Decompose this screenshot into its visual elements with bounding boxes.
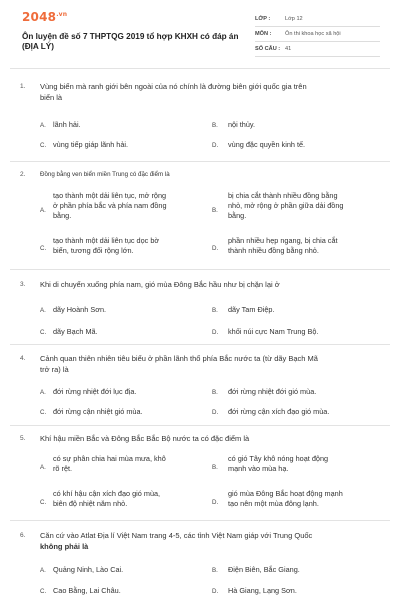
option-line: bằng. [53,211,72,220]
option-letter: D. [212,588,219,595]
question-number: 3. [20,281,26,288]
option-letter: C. [40,499,47,506]
meta-label: MÔN : [255,31,272,37]
question-text [40,353,370,375]
option-letter: A. [40,389,46,396]
divider [10,161,390,162]
option-text: Hà Giang, Lạng Sơn. [228,586,297,595]
option-line: tạo thành một dải liên tục dọc bờ [53,236,160,245]
option-text [53,236,208,256]
option-letter: B. [212,207,218,214]
question-text [40,433,370,444]
option-letter: C. [40,142,47,149]
divider [10,269,390,270]
question-line: Khí hậu miền Bắc và Đông Bắc Bắc Bộ nước ta có đặc điểm là [40,434,250,443]
option-letter: A. [40,122,46,129]
option-letter: A. [40,307,46,314]
question-emphasis: không phải là [40,542,89,551]
option-line: tạo nên một mùa đông lạnh. [228,499,319,508]
question-text [40,81,370,103]
option-text [228,454,383,474]
question-line: biển là [40,93,63,102]
site-logo[interactable] [22,10,67,24]
question-line: trở ra) là [40,365,69,374]
option-text: khối núi cực Nam Trung Bộ. [228,327,319,336]
question-text [40,169,370,180]
option-text: Điện Biên, Bắc Giang. [228,565,300,574]
document-title: Ôn luyện đề số 7 THPTQG 2019 tổ hợp KHXH có đáp án (ĐỊA LÝ) [22,32,239,51]
question-line: Vùng biển mà ranh giới bên ngoài của nó chính là đường biên giới quốc gia trên [40,82,307,91]
option-text: vùng tiếp giáp lãnh hải. [53,140,129,149]
meta-row-subject [255,27,380,42]
option-text: nội thủy. [228,120,256,129]
meta-value: Lớp 12 [285,16,303,22]
option-text: dãy Bạch Mã. [53,327,98,336]
divider [10,520,390,521]
meta-value: Ôn thi khoa học xã hội [285,31,341,37]
option-text: đới rừng nhiệt đới gió mùa. [228,387,317,396]
option-line: tạo thành một dải liên tục, mở rộng [53,191,167,200]
option-text [228,236,383,256]
option-letter: D. [212,409,219,416]
option-text: Cao Bằng, Lai Châu. [53,586,121,595]
option-line: có sự phân chia hai mùa mưa, khô [53,454,166,463]
option-letter: A. [40,567,46,574]
option-line: thành nhiều đồng bằng nhỏ. [228,246,319,255]
option-line: biển, tương đối rộng lớn. [53,246,134,255]
question-text [40,530,370,552]
option-letter: B. [212,567,218,574]
option-line: có khí hậu cận xích đạo gió mùa, [53,489,161,498]
option-line: rõ rệt. [53,464,73,473]
meta-label: LỚP : [255,16,271,22]
option-letter: C. [40,588,47,595]
question-number: 2. [20,171,26,178]
question-number: 4. [20,355,26,362]
meta-row-count [255,42,380,57]
option-line: gió mùa Đông Bắc hoạt động mạnh [228,489,343,498]
question-text [40,279,370,290]
question-number: 5. [20,435,26,442]
divider [10,344,390,345]
question-line: Căn cứ vào Atlat Địa lí Việt Nam trang 4-5, các tỉnh Việt Nam giáp với Trung Quốc [40,531,313,540]
option-line: bằng. [228,211,247,220]
option-text: dãy Hoành Sơn. [53,305,107,314]
question-number: 1. [20,83,26,90]
option-text [53,191,208,221]
option-line: bị chia cắt thành nhiều đồng bằng [228,191,338,200]
option-letter: C. [40,245,47,252]
logo-text: 2048 [22,10,57,24]
option-text [228,191,383,221]
option-text [53,454,208,474]
option-letter: B. [212,389,218,396]
page-header [0,0,400,70]
meta-table [255,12,380,57]
divider [10,425,390,426]
option-letter: C. [40,409,47,416]
option-line: ở phần phía bắc và phía nam đồng [53,201,167,210]
option-text: vùng đặc quyền kinh tế. [228,140,306,149]
logo-suffix: .vn [56,11,68,18]
option-letter: D. [212,499,219,506]
option-line: phần nhiều hẹp ngang, bị chia cắt [228,236,338,245]
option-letter: D. [212,142,219,149]
option-letter: B. [212,122,218,129]
question-number: 6. [20,532,26,539]
option-text: Quảng Ninh, Lào Cai. [53,565,124,574]
option-letter: B. [212,307,218,314]
option-text [228,489,388,509]
option-text: dãy Tam Điệp. [228,305,275,314]
option-text: đới rừng cận xích đạo gió mùa. [228,407,330,416]
option-line: mạnh vào mùa hạ. [228,464,289,473]
question-line: Đồng bằng ven biển miền Trung có đặc điểm là [40,171,170,178]
option-line: có gió Tây khô nóng hoạt động [228,454,329,463]
meta-row-class [255,12,380,27]
option-line: nhỏ, mở rộng ở phần giữa dải đồng [228,201,344,210]
option-letter: D. [212,329,219,336]
option-letter: C. [40,329,47,336]
question-line: Khi di chuyển xuống phía nam, gió mùa Đông Bắc hầu như bị chặn lại ở [40,280,280,289]
option-letter: B. [212,464,218,471]
option-letter: A. [40,207,46,214]
question-line: Cảnh quan thiên nhiên tiêu biểu ở phần lãnh thổ phía Bắc nước ta (từ dãy Bạch Mã [40,354,318,363]
option-text: đới rừng nhiệt đới lục địa. [53,387,137,396]
option-text: lãnh hải. [53,120,81,129]
option-text [53,489,208,509]
meta-value: 41 [285,46,292,52]
option-line: biên độ nhiệt năm nhỏ. [53,499,128,508]
option-letter: D. [212,245,219,252]
divider [10,68,390,69]
meta-label: SỐ CÂU : [255,46,281,52]
option-text: đới rừng cận nhiệt gió mùa. [53,407,143,416]
option-letter: A. [40,464,46,471]
